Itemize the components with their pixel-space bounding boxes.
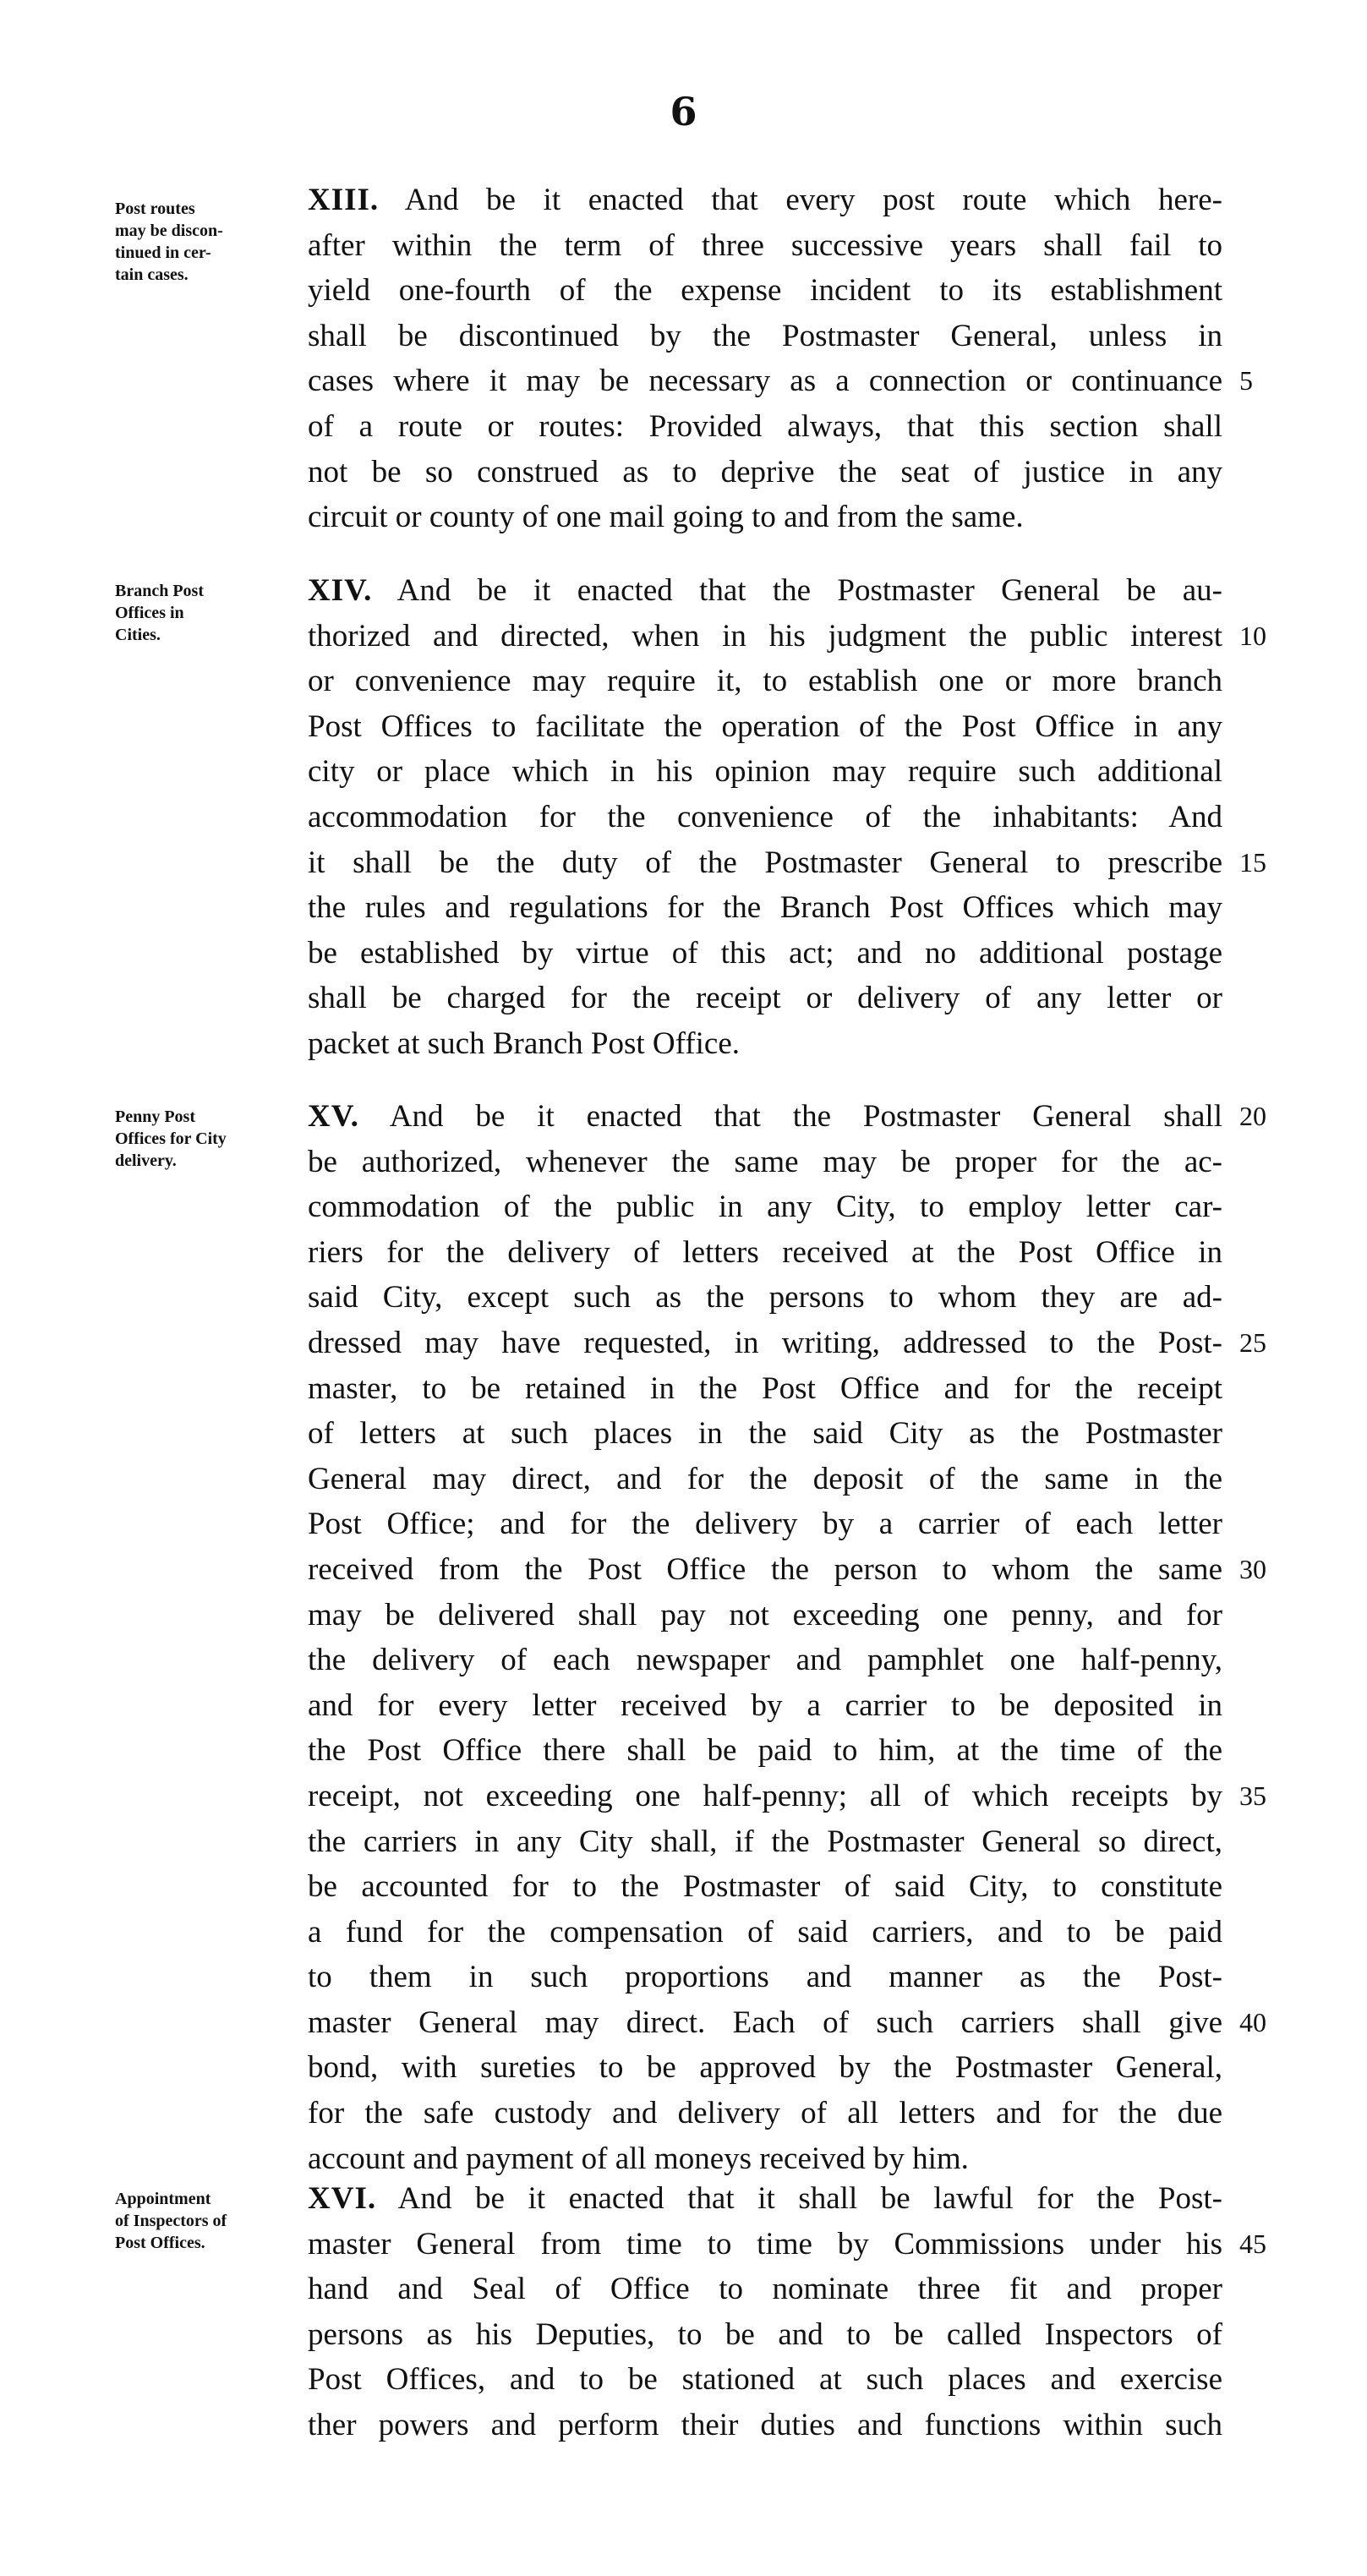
section-body — [308, 568, 1222, 1067]
text-line: XIV. And be it enacted that the Postmaster General be au- — [308, 573, 1222, 608]
text-line: persons as his Deputies, to be and to be called Inspectors of — [308, 2316, 1222, 2352]
text-line: packet at such Branch Post Office. — [308, 1025, 740, 1061]
section-body — [308, 2176, 1222, 2448]
text-line: the delivery of each newspaper and pamphlet one half-penny, — [308, 1643, 1222, 1678]
text-line: the rules and regulations for the Branch Post Offices which may — [308, 890, 1222, 926]
line-number: 40 — [1239, 2007, 1266, 2037]
text-line: be authorized, whenever the same may be proper for the ac- — [308, 1144, 1222, 1179]
section-number: XIII. — [308, 183, 380, 217]
line-number: 10 — [1239, 620, 1266, 651]
section-number: XVI. — [308, 2181, 377, 2216]
text-line: yield one-fourth of the expense incident to its establishment — [308, 273, 1222, 309]
margin-note-appointment-of-inspectors: Appointment of Inspectors of Post Offices. — [115, 2190, 227, 2252]
line-number: 35 — [1239, 1780, 1266, 1811]
text-line: XV. And be it enacted that the Postmaster General shall — [308, 1099, 1222, 1134]
text-line: shall be charged for the receipt or delivery of any letter or — [308, 981, 1222, 1016]
text-line: Post Offices, and to be stationed at such places and exercise — [308, 2362, 1222, 2398]
text-line: received from the Post Office the person to whom the same — [308, 1551, 1222, 1587]
text-line: it shall be the duty of the Postmaster General to prescribe — [308, 845, 1222, 880]
text-line: of a route or routes: Provided always, that this section shall — [308, 408, 1222, 444]
text-line: said City, except such as the persons to whom they are ad- — [308, 1280, 1222, 1315]
page-number: 6 — [670, 89, 697, 134]
text-line: shall be discontinued by the Postmaster General, unless in — [308, 318, 1222, 353]
text-line: to them in such proportions and manner as the Post- — [308, 1960, 1222, 1995]
text-line: dressed may have requested, in writing, addressed to the Post- — [308, 1325, 1222, 1360]
text-line: a fund for the compensation of said carriers, and to be paid — [308, 1914, 1222, 1950]
text-line: for the safe custody and delivery of all letters and for the due — [308, 2096, 1222, 2131]
line-number: 25 — [1239, 1327, 1266, 1358]
line-number: 45 — [1239, 2228, 1266, 2259]
text-line: XIII. And be it enacted that every post route which here- — [308, 183, 1222, 217]
section-number: XV. — [308, 1099, 359, 1134]
text-line: bond, with sureties to be approved by the Postmaster General, — [308, 2050, 1222, 2086]
text-line: accommodation for the convenience of the inhabitants: And — [308, 799, 1222, 834]
text-line: the Post Office there shall be paid to him, at the time of the — [308, 1733, 1222, 1769]
text-line: thorized and directed, when in his judgment the public interest — [308, 618, 1222, 654]
text-line: ther powers and perform their duties and functions within such — [308, 2407, 1222, 2442]
text-line: city or place which in his opinion may require such additional — [308, 754, 1222, 790]
text-line: receipt, not exceeding one half-penny; all of which receipts by — [308, 1778, 1222, 1813]
section-body — [308, 178, 1222, 540]
text-line: hand and Seal of Office to nominate three fit and proper — [308, 2272, 1222, 2307]
text-line: cases where it may be necessary as a connection or continuance — [308, 364, 1222, 399]
text-line: Post Offices to facilitate the operation of the Post Office in any — [308, 708, 1222, 744]
text-line: not be so construed as to deprive the seat of justice in any — [308, 454, 1222, 489]
text-line: master General from time to time by Commissions under his — [308, 2226, 1222, 2262]
margin-note-branch-post-offices: Branch Post Offices in Cities. — [115, 582, 204, 644]
text-line: may be delivered shall pay not exceeding one penny, and for — [308, 1597, 1222, 1633]
text-line: be established by virtue of this act; and no additional postage — [308, 935, 1222, 971]
text-line: General may direct, and for the deposit of the same in the — [308, 1461, 1222, 1496]
text-line: the carriers in any City shall, if the Postmaster General so direct, — [308, 1824, 1222, 1859]
text-line: master General may direct. Each of such carriers shall give — [308, 2004, 1222, 2040]
text-line: riers for the delivery of letters received at the Post Office in — [308, 1234, 1222, 1270]
text-line: be accounted for to the Postmaster of said City, to constitute — [308, 1869, 1222, 1905]
text-line: Post Office; and for the delivery by a carrier of each letter — [308, 1507, 1222, 1542]
section-number: XIV. — [308, 573, 373, 608]
text-line: or convenience may require it, to establish one or more branch — [308, 664, 1222, 699]
text-line: and for every letter received by a carrier to be deposited in — [308, 1687, 1222, 1723]
text-line: account and payment of all moneys received by him. — [308, 2141, 969, 2176]
text-line: after within the term of three successive years shall fail to — [308, 227, 1222, 263]
text-line: commodation of the public in any City, to employ letter car- — [308, 1190, 1222, 1225]
text-line: circuit or county of one mail going to and from the same. — [308, 500, 1024, 535]
line-number: 5 — [1239, 365, 1253, 396]
margin-note-penny-post-offices: Penny Post Offices for City delivery. — [115, 1108, 227, 1170]
section-body — [308, 1094, 1222, 2181]
margin-note-post-routes: Post routes may be discon- tinued in cer- tain cases. — [115, 200, 223, 284]
text-line: of letters at such places in the said City as the Postmaster — [308, 1416, 1222, 1452]
line-number: 15 — [1239, 846, 1266, 878]
line-number: 30 — [1239, 1554, 1266, 1584]
text-line: XVI. And be it enacted that it shall be lawful for the Post- — [308, 2181, 1222, 2216]
text-line: master, to be retained in the Post Office and for the receipt — [308, 1370, 1222, 1406]
line-number: 20 — [1239, 1101, 1266, 1131]
